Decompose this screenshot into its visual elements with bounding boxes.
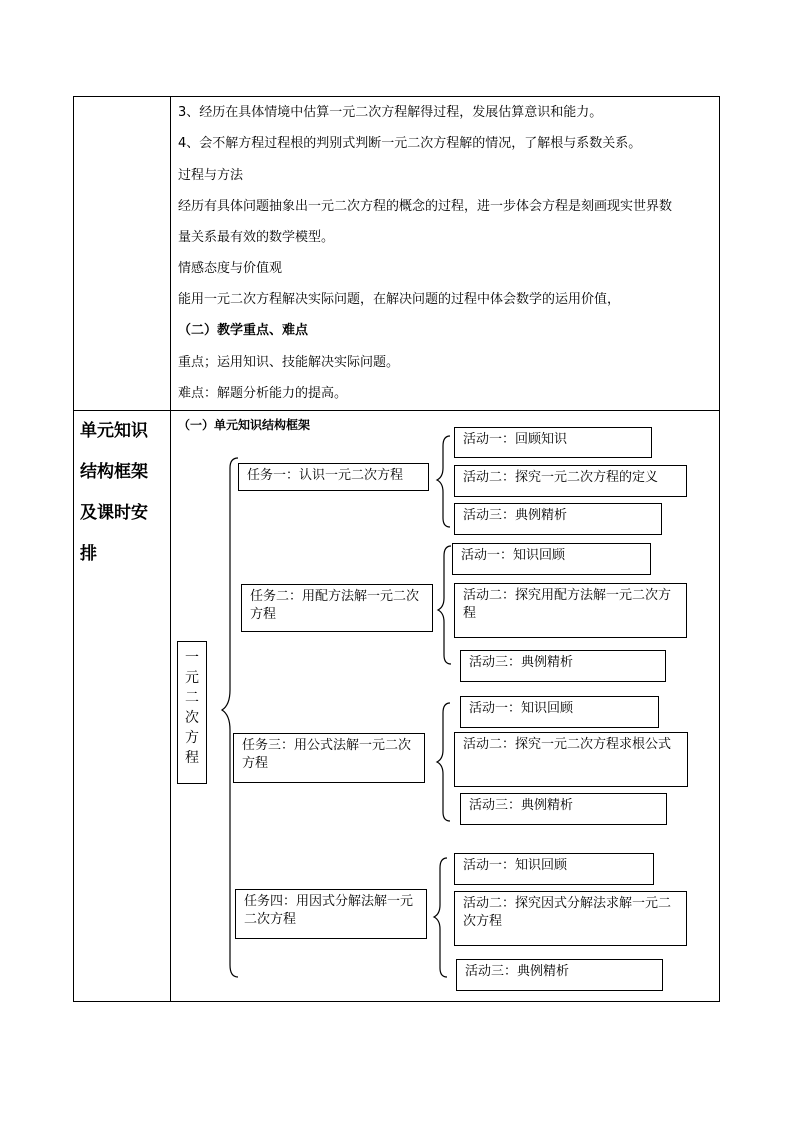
activity-box: 活动二：探究一元二次方程的定义: [454, 465, 687, 497]
section-title: （一）单元知识结构框架: [178, 418, 311, 432]
task-box: 任务四：用因式分解法解一元二次方程: [235, 889, 427, 939]
row-label: 排: [80, 544, 97, 564]
activity-box: 活动三：典例精析: [460, 793, 667, 825]
text-line: 能用一元二次方程解决实际问题，在解决问题的过程中体会数学的运用价值，: [178, 292, 621, 307]
section-heading: （二）教学重点、难点: [178, 323, 309, 338]
root-char: 二: [185, 690, 199, 706]
root-char: 元: [185, 670, 199, 686]
task-box: 任务三：用公式法解一元二次方程: [233, 733, 425, 783]
text-line: 量关系最有效的数学模型。: [178, 230, 335, 245]
activity-box: 活动一：知识回顾: [454, 853, 654, 885]
activity-box: 活动三：典例精析: [454, 503, 662, 535]
task-box: 任务一：认识一元二次方程: [238, 463, 429, 491]
row-label: 单元知识: [80, 421, 148, 441]
text-line: 重点；运用知识、技能解决实际问题。: [178, 355, 400, 370]
root-char: 次: [185, 710, 199, 726]
activity-box: 活动二：探究用配方法解一元二次方程: [454, 583, 687, 638]
activity-box: 活动三：典例精析: [460, 650, 666, 682]
text-line: 难点：解题分析能力的提高。: [178, 386, 348, 401]
activity-box: 活动一：知识回顾: [452, 543, 651, 575]
text-line: 4、会不解方程过程根的判别式判断一元二次方程解的情况，了解根与系数关系。: [178, 136, 642, 151]
text-line: 过程与方法: [178, 168, 244, 183]
activity-box: 活动一：知识回顾: [460, 696, 659, 728]
row-label: 结构框架: [80, 462, 148, 482]
activity-box: 活动二：探究一元二次方程求根公式: [454, 732, 688, 787]
row-label: 及课时安: [80, 503, 148, 523]
root-topic-box: [177, 641, 207, 784]
root-char: 程: [185, 750, 199, 766]
activity-box: 活动一：回顾知识: [454, 427, 652, 458]
column-divider: [170, 97, 171, 1001]
row-divider: [74, 410, 719, 411]
activity-box: 活动三：典例精析: [456, 959, 663, 991]
task-box: 任务二：用配方法解一元二次方程: [241, 584, 433, 632]
text-line: 情感态度与价值观: [178, 261, 283, 276]
root-char: 方: [185, 730, 199, 746]
text-line: 3、经历在具体情境中估算一元二次方程解得过程，发展估算意识和能力。: [178, 105, 603, 120]
root-char: 一: [185, 650, 199, 666]
text-line: 经历有具体问题抽象出一元二次方程的概念的过程，进一步体会方程是刻画现实世界数: [178, 199, 673, 214]
activity-box: 活动二：探究因式分解法求解一元二次方程: [454, 891, 687, 946]
